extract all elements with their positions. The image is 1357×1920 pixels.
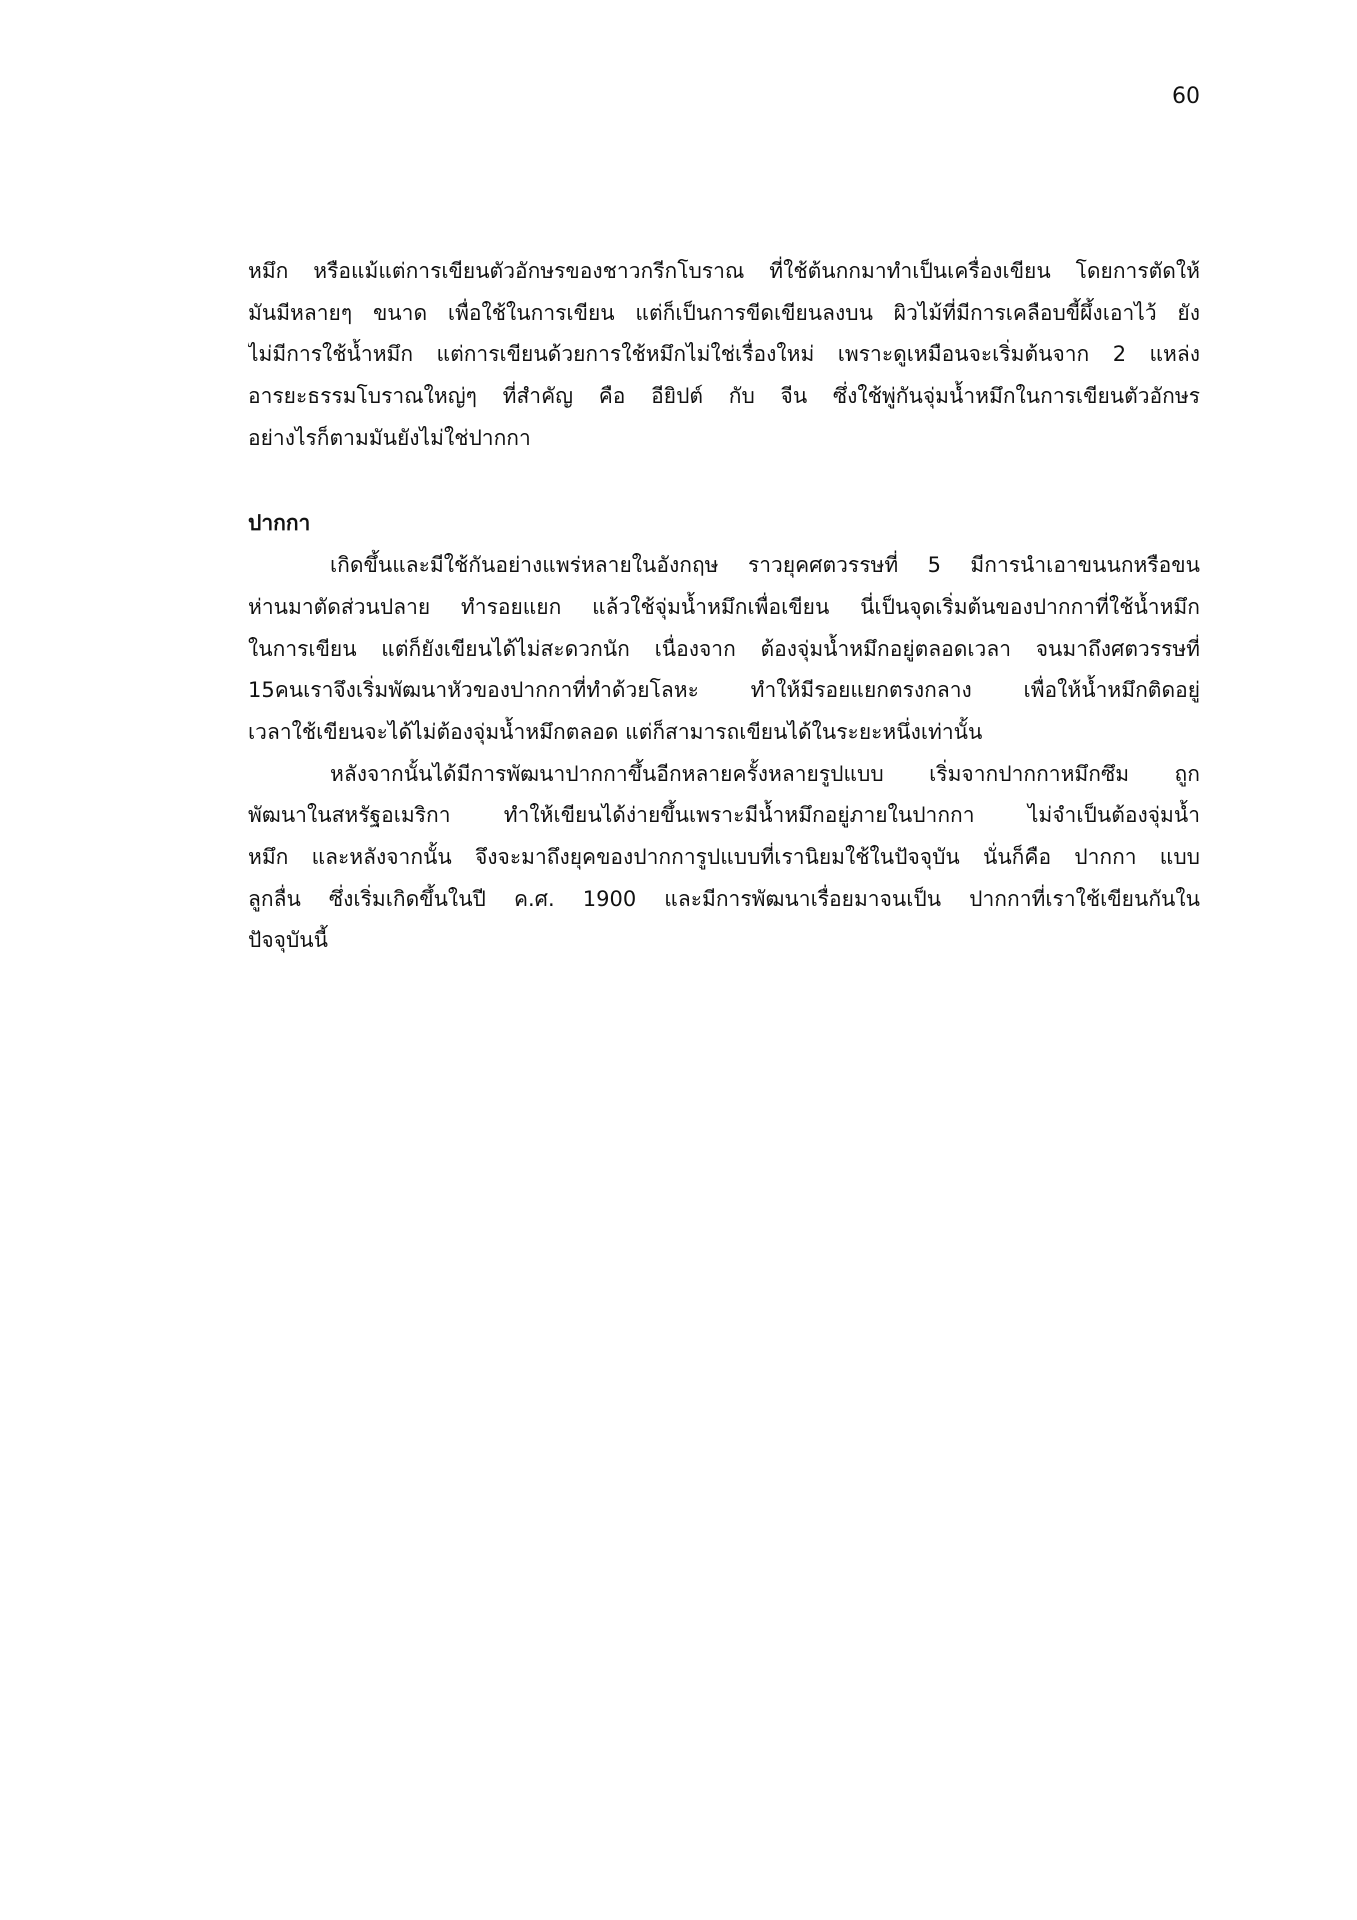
text-line: เวลาใช้เขียนจะได้ไม่ต้องจุ่มน้ำหมึกตลอด แต่ก็สามารถเขียนได้ในระยะหนึ่งเท่านั้น	[248, 719, 983, 744]
text-line: ลูกลื่น ซึ่งเริ่มเกิดขึ้นในปี ค.ศ. 1900 และมีการพัฒนาเรื่อยมาจนเป็น ปากกาที่เราใช้เขียนกันใน	[248, 886, 1200, 911]
text-line: หมึก และหลังจากนั้น จึงจะมาถึงยุคของปากการูปแบบที่เรานิยมใช้ในปัจจุบัน นั่นก็คือ ปากกา แบบ	[248, 844, 1200, 869]
section-heading: ปากกา	[248, 511, 311, 536]
text-line: มันมีหลายๆ ขนาด เพื่อใช้ในการเขียน แต่ก็เป็นการขีดเขียนลงบน ผิวไม้ที่มีการเคลือบขี้ผึ้งเอาไว้ ยัง	[248, 300, 1200, 325]
text-line: เกิดขึ้นและมีใช้กันอย่างแพร่หลายในอังกฤษ ราวยุคศตวรรษที่ 5 มีการนำเอาขนนกหรือขน	[330, 553, 1200, 578]
text-line: พัฒนาในสหรัฐอเมริกา ทำให้เขียนได้ง่ายขึ้นเพราะมีน้ำหมึกอยู่ภายในปากกา ไม่จำเป็นต้องจุ่มน้ำ	[248, 803, 1200, 828]
text-line: หมึก หรือแม้แต่การเขียนตัวอักษรของชาวกรีกโบราณ ที่ใช้ต้นกกมาทำเป็นเครื่องเขียน โดยการตัดให้	[248, 259, 1200, 283]
paragraph-3	[248, 754, 1200, 962]
paragraph-2	[248, 545, 1200, 753]
paragraph-1	[248, 251, 1200, 459]
text-line: 15คนเราจึงเริ่มพัฒนาหัวของปากกาที่ทำด้วยโลหะ ทำให้มีรอยแยกตรงกลาง เพื่อให้น้ำหมึกติดอยู่	[248, 678, 1200, 703]
text-line: หลังจากนั้นได้มีการพัฒนาปากกาขึ้นอีกหลายครั้งหลายรูปแบบ เริ่มจากปากกาหมึกซึม ถูก	[330, 761, 1200, 786]
text-line: ปัจจุบันนี้	[248, 928, 328, 953]
text-line: ในการเขียน แต่ก็ยังเขียนได้ไม่สะดวกนัก เนื่องจาก ต้องจุ่มน้ำหมึกอยู่ตลอดเวลา จนมาถึงศตวรรษที่	[248, 636, 1200, 661]
text-line: อย่างไรก็ตามมันยังไม่ใช่ปากกา	[248, 425, 531, 450]
text-line: อารยะธรรมโบราณใหญ่ๆ ที่สำคัญ คือ อียิปต์ กับ จีน ซึ่งใช้พู่กันจุ่มน้ำหมึกในการเขียนตัวอักษร	[248, 384, 1200, 409]
text-line: ห่านมาตัดส่วนปลาย ทำรอยแยก แล้วใช้จุ่มน้ำหมึกเพื่อเขียน นี่เป็นจุดเริ่มต้นของปากกาที่ใช้น้ำหมึก	[248, 594, 1200, 619]
page-number: 60	[1172, 84, 1200, 109]
text-line: ไม่มีการใช้น้ำหมึก แต่การเขียนด้วยการใช้หมึกไม่ใช่เรื่องใหม่ เพราะดูเหมือนจะเริ่มต้นจาก 2 แหล่ง	[248, 342, 1200, 367]
document-body	[248, 251, 1200, 962]
